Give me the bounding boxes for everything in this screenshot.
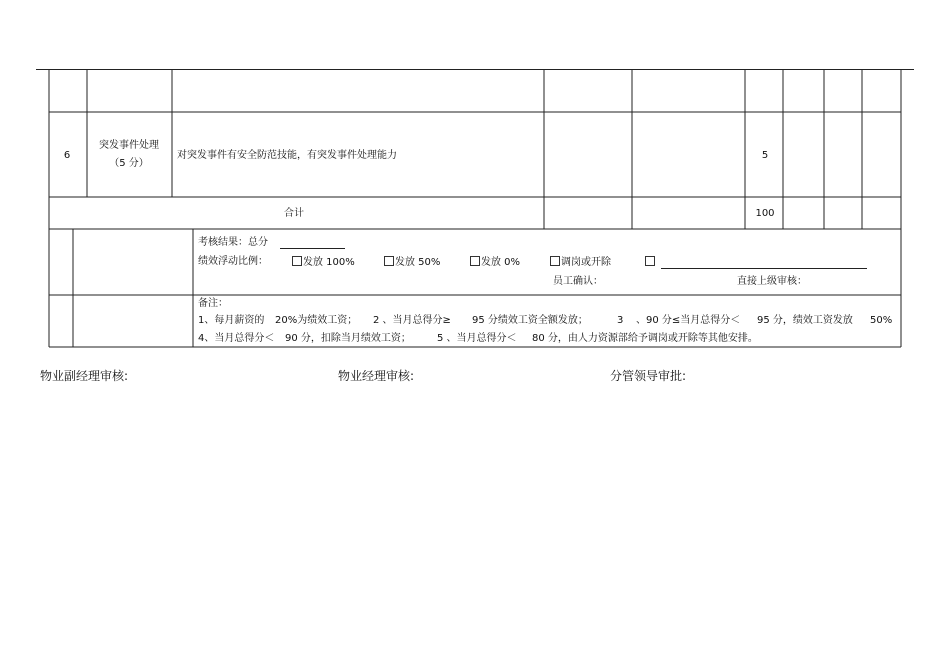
deputy-manager-signature: 物业副经理审核: bbox=[40, 369, 129, 383]
result-label: 考核结果：总分 bbox=[198, 237, 268, 248]
note-3b: 、90 分≤当月总得分＜ bbox=[636, 315, 741, 326]
checkbox-icon[interactable] bbox=[470, 256, 480, 266]
note-2b: 95 分绩效工资全额发放； bbox=[472, 315, 588, 326]
leader-approval: 分管领导审批: bbox=[610, 369, 687, 383]
item-score: 5 bbox=[761, 150, 769, 161]
option-50[interactable]: 发放 50% bbox=[384, 256, 440, 269]
item-description: 对突发事件有安全防范技能，有突发事件处理能力 bbox=[177, 150, 397, 161]
note-1a: 1、每月薪资的 bbox=[198, 315, 265, 326]
note-2a: 2 、当月总得分≥ bbox=[373, 315, 451, 326]
total-score-blank[interactable] bbox=[280, 248, 345, 249]
option-transfer[interactable]: 调岗或开除 bbox=[550, 256, 611, 269]
note-5b: 80 分，由人力资源部给予调岗或开除等其他安排。 bbox=[532, 333, 758, 344]
employee-confirm-label: 员工确认： bbox=[553, 276, 603, 287]
note-1b: 20%为绩效工资； bbox=[275, 315, 358, 326]
option-100[interactable]: 发放 100% bbox=[292, 256, 355, 269]
note-3d: 50% bbox=[870, 315, 893, 326]
item-points: （5 分） bbox=[109, 158, 149, 169]
total-label: 合计 bbox=[284, 208, 304, 219]
checkbox-icon[interactable] bbox=[645, 256, 655, 266]
other-option-blank[interactable] bbox=[661, 268, 867, 269]
total-score: 100 bbox=[755, 208, 775, 219]
row-number: 6 bbox=[63, 150, 71, 161]
checkbox-icon[interactable] bbox=[292, 256, 302, 266]
checkbox-icon[interactable] bbox=[550, 256, 560, 266]
note-3c: 95 分，绩效工资发放 bbox=[757, 315, 853, 326]
note-4b: 90 分，扣除当月绩效工资； bbox=[285, 333, 411, 344]
note-4a: 4、当月总得分＜ bbox=[198, 333, 275, 344]
float-ratio-label: 绩效浮动比例： bbox=[198, 256, 268, 267]
checkbox-icon[interactable] bbox=[384, 256, 394, 266]
option-other[interactable] bbox=[645, 256, 656, 269]
note-3a: 3 bbox=[617, 315, 624, 326]
option-0[interactable]: 发放 0% bbox=[470, 256, 520, 269]
note-5a: 5 、当月总得分＜ bbox=[437, 333, 517, 344]
manager-signature: 物业经理审核: bbox=[338, 369, 415, 383]
item-name: 突发事件处理 bbox=[99, 140, 159, 151]
notes-title: 备注： bbox=[198, 298, 228, 309]
supervisor-review-label: 直接上级审核： bbox=[737, 276, 807, 287]
